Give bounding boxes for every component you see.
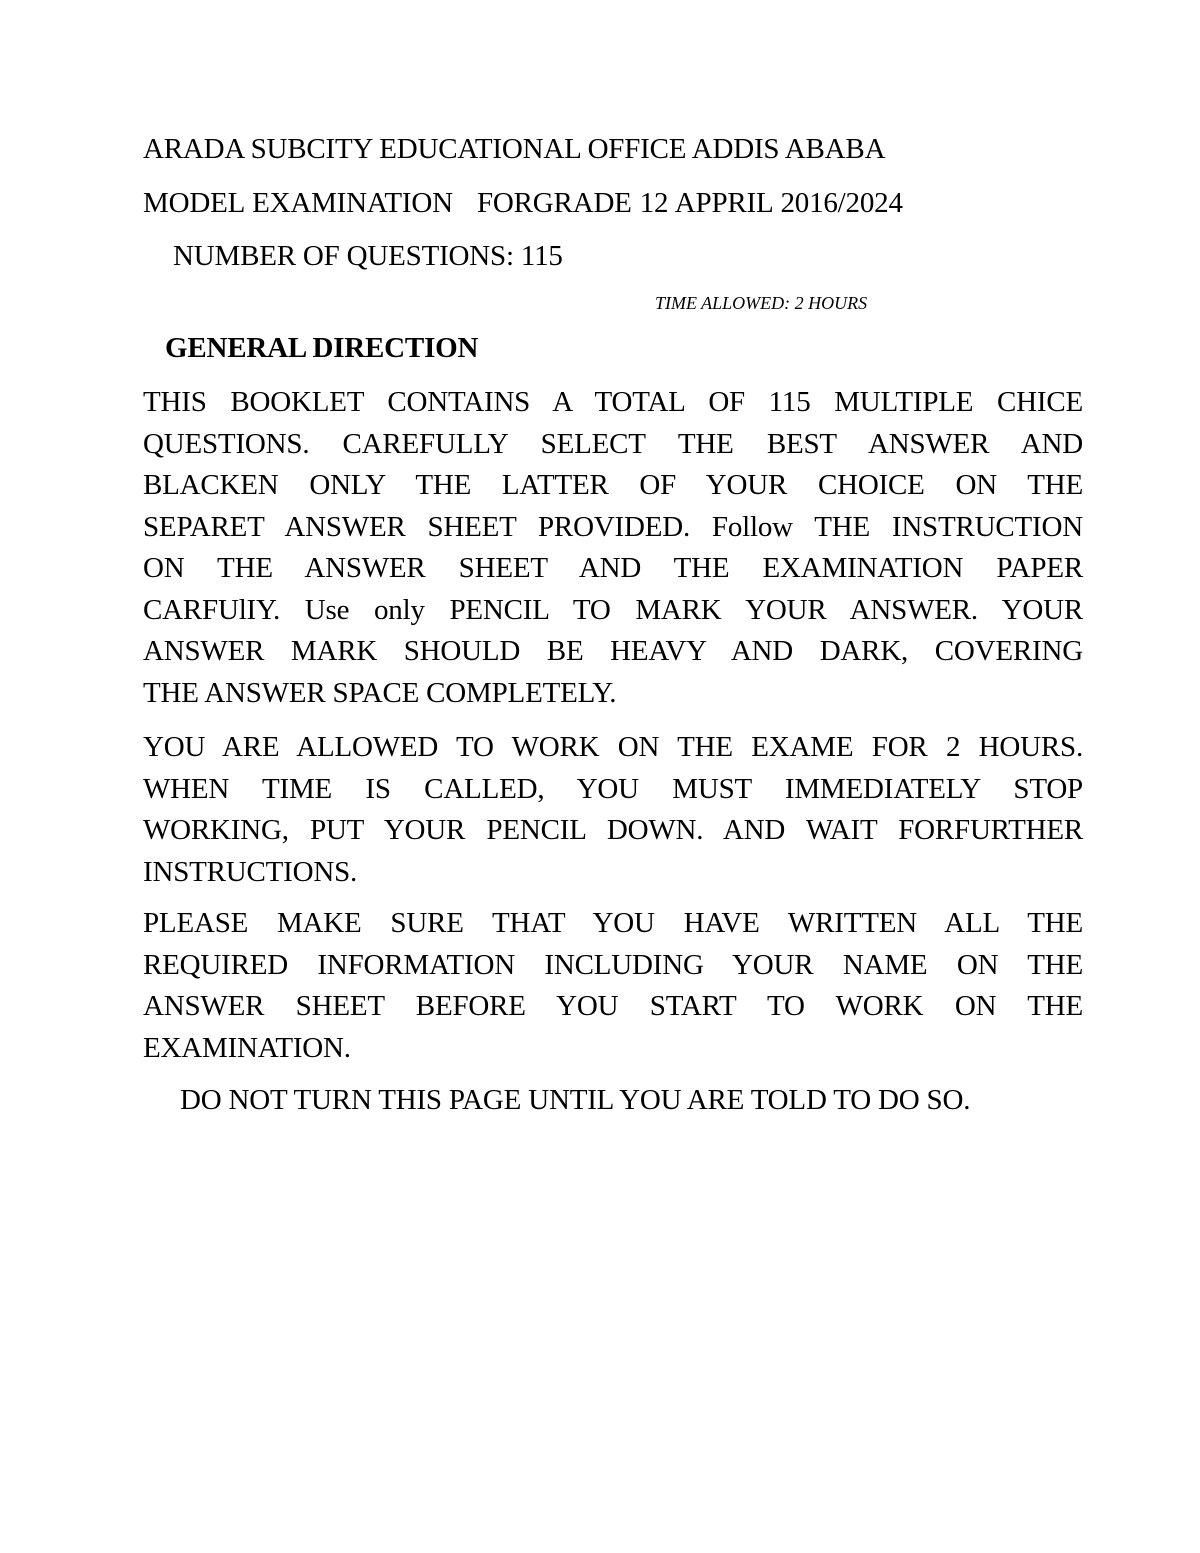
paragraph-line: SEPARET ANSWER SHEET PROVIDED. Follow THE INSTRUCTION — [143, 510, 1083, 543]
instructions-paragraph-1 — [143, 382, 1083, 714]
paragraph-line: QUESTIONS. CAREFULLY SELECT THE BEST ANSWER AND — [143, 427, 1083, 460]
paragraph-line: CARFUlIY. Use only PENCIL TO MARK YOUR ANSWER. YOUR — [143, 593, 1083, 626]
paragraph-line: ANSWER SHEET BEFORE YOU START TO WORK ON THE — [143, 990, 1083, 1022]
time-allowed: TIME ALLOWED: 2 HOURS — [655, 293, 868, 313]
office-title: ARADA SUBCITY EDUCATIONAL OFFICE ADDIS ABABA — [143, 133, 886, 165]
paragraph-line: THIS BOOKLET CONTAINS A TOTAL OF 115 MULTIPLE CHICE — [143, 386, 1083, 418]
instructions-paragraph-3 — [143, 903, 1083, 1069]
exam-title: MODEL EXAMINATION FORGRADE 12 APPRIL 2016/2024 — [143, 187, 903, 219]
general-direction-heading: GENERAL DIRECTION — [165, 332, 479, 364]
paragraph-line: YOU ARE ALLOWED TO WORK ON THE EXAME FOR 2 HOURS. — [143, 731, 1083, 763]
paragraph-line: ON THE ANSWER SHEET AND THE EXAMINATION PAPER — [143, 552, 1083, 584]
instructions-paragraph-2 — [143, 727, 1083, 893]
paragraph-line: PLEASE MAKE SURE THAT YOU HAVE WRITTEN ALL THE — [143, 907, 1083, 939]
paragraph-line: INSTRUCTIONS. — [143, 855, 358, 888]
paragraph-line: ANSWER MARK SHOULD BE HEAVY AND DARK, COVERING — [143, 635, 1083, 667]
paragraph-line: BLACKEN ONLY THE LATTER OF YOUR CHOICE ON THE — [143, 469, 1083, 501]
paragraph-line: WORKING, PUT YOUR PENCIL DOWN. AND WAIT FORFURTHER — [143, 814, 1083, 846]
number-of-questions: NUMBER OF QUESTIONS: 115 — [173, 240, 563, 272]
closing-instruction: DO NOT TURN THIS PAGE UNTIL YOU ARE TOLD TO DO SO. — [180, 1084, 971, 1116]
paragraph-line: REQUIRED INFORMATION INCLUDING YOUR NAME ON THE — [143, 948, 1083, 981]
paragraph-line: WHEN TIME IS CALLED, YOU MUST IMMEDIATELY STOP — [143, 772, 1083, 805]
paragraph-line: EXAMINATION. — [143, 1031, 351, 1064]
paragraph-line: THE ANSWER SPACE COMPLETELY. — [143, 676, 617, 709]
